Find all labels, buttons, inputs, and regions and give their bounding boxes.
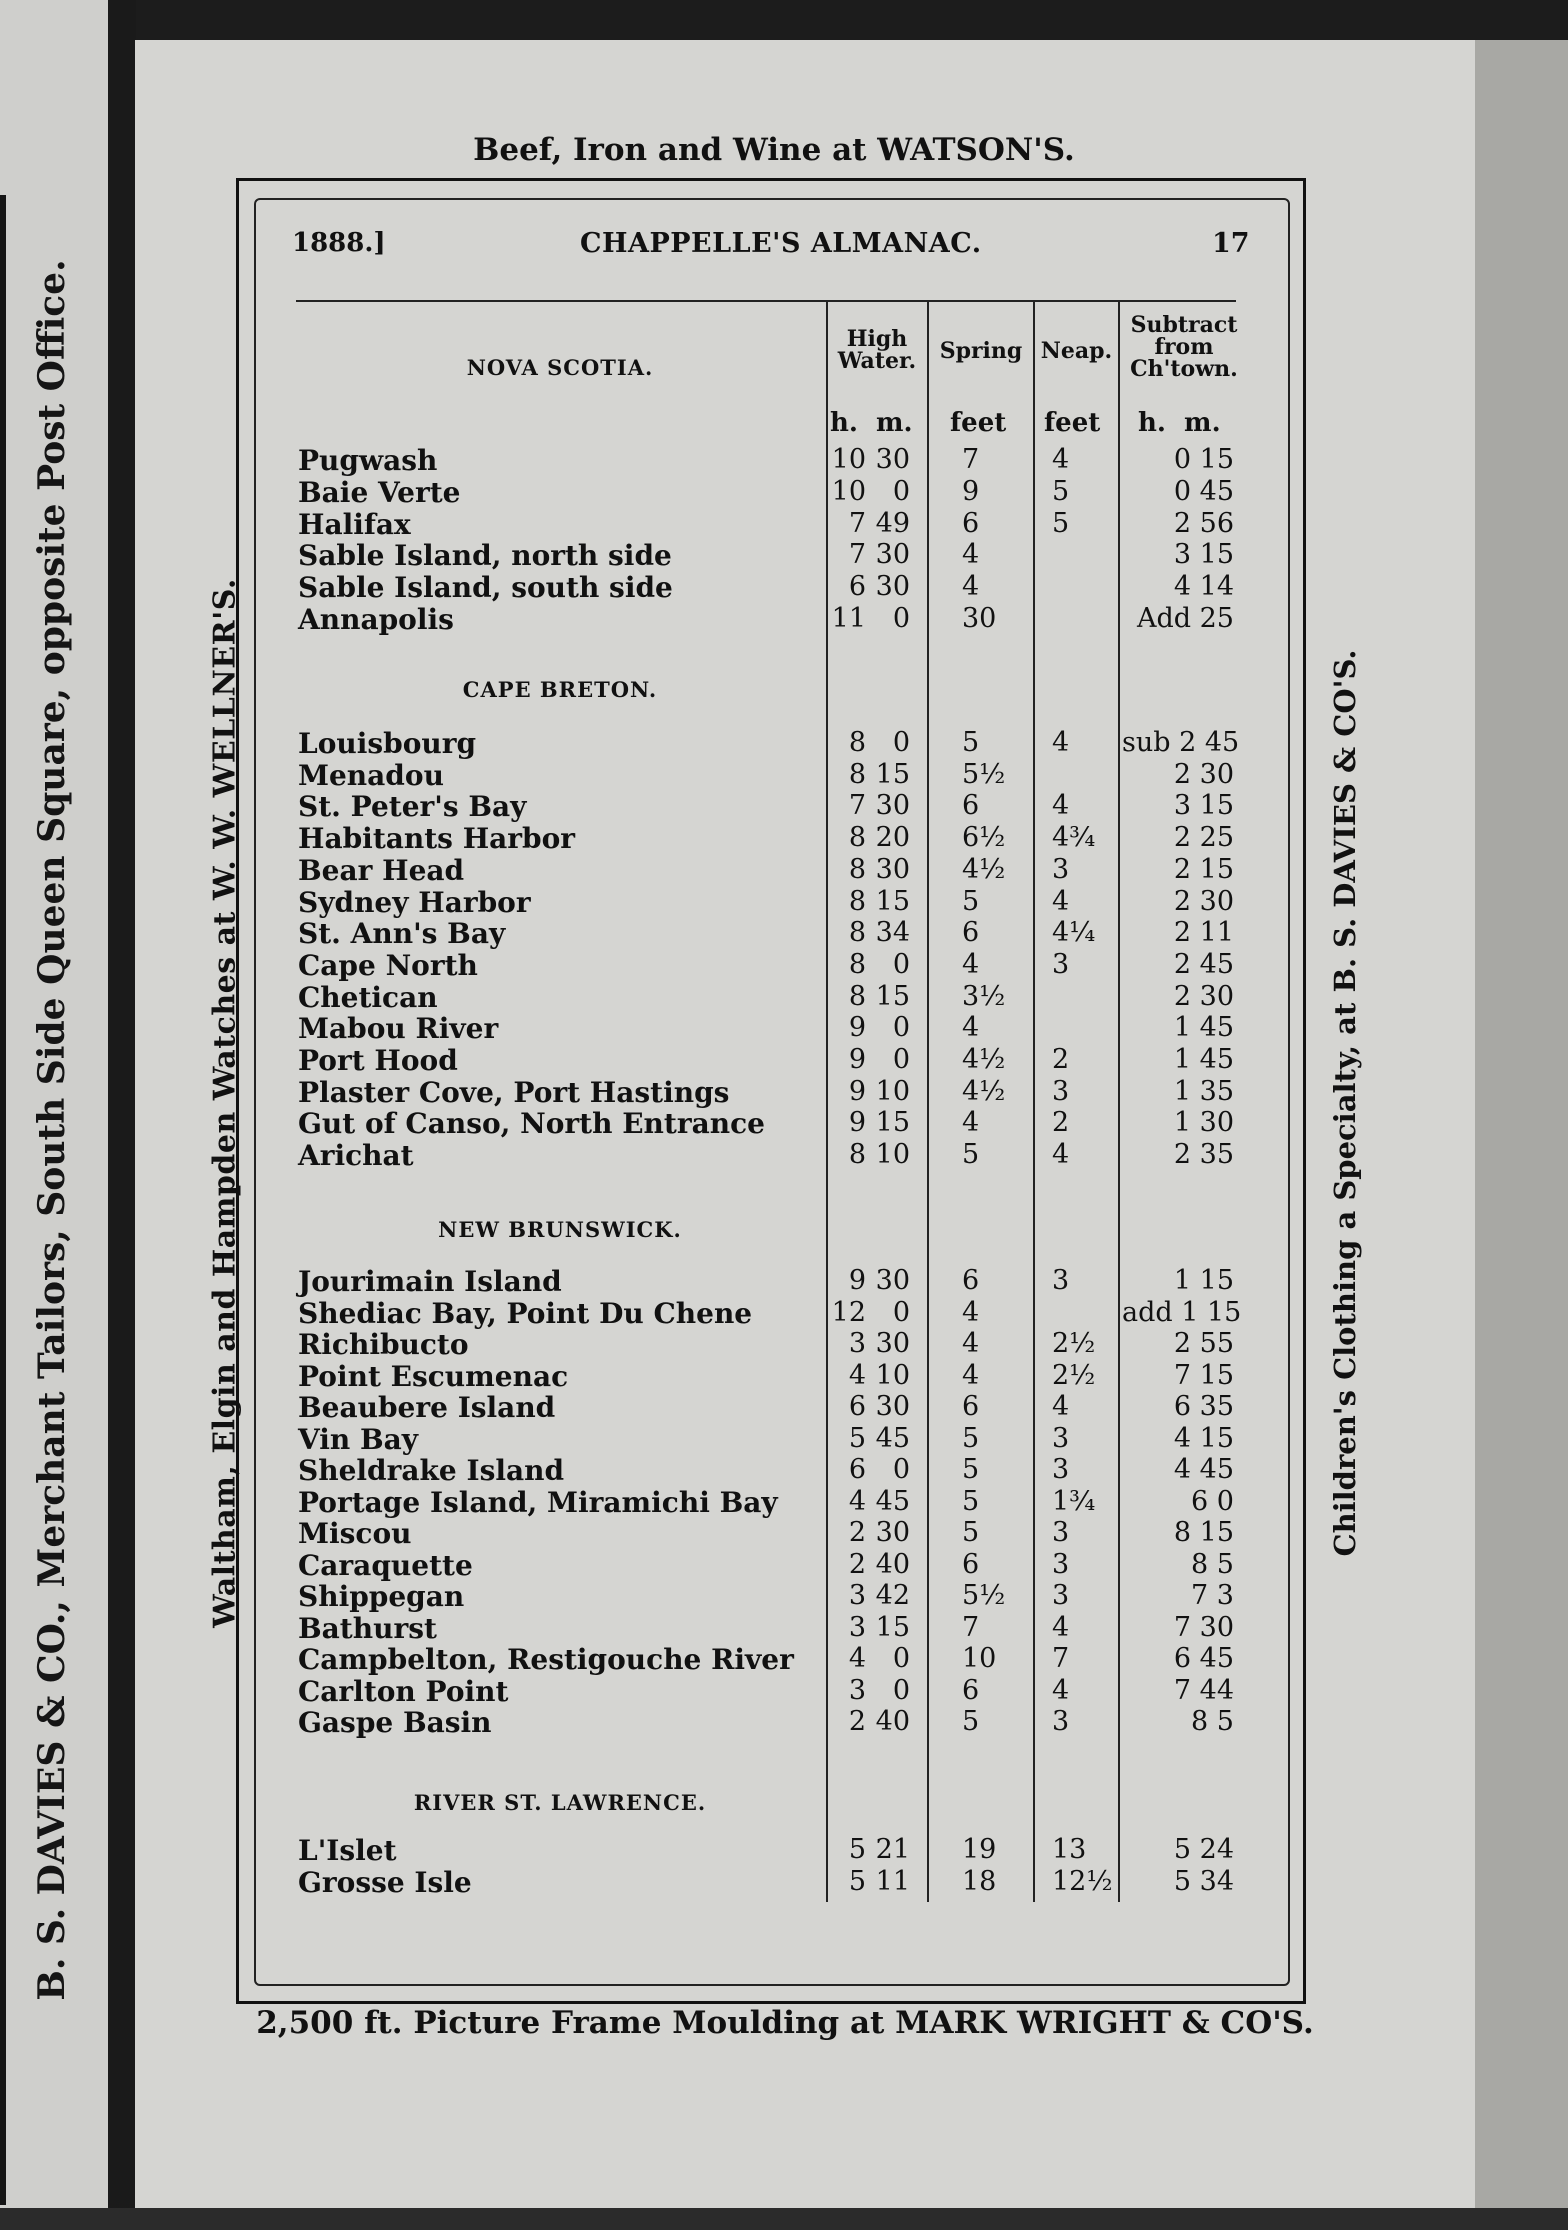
spring-tide-feet: 4	[962, 571, 980, 603]
time-difference: 2 15	[1173, 853, 1234, 885]
table-row	[0, 1297, 1568, 1328]
high-water-hours: 9	[848, 1012, 866, 1044]
high-water-hours: 6	[848, 571, 866, 603]
time-difference: 7 30	[1173, 1611, 1234, 1643]
section-heading: NOVA SCOTIA.	[466, 355, 654, 380]
spring-tide-feet: 4½	[962, 1075, 1006, 1107]
time-difference: 5 34	[1173, 1865, 1234, 1897]
high-water-hours: 8	[848, 853, 866, 885]
high-water-hours: 10	[831, 444, 866, 475]
high-water-hours: 12	[831, 1296, 866, 1328]
spring-tide-feet: 5	[962, 1139, 980, 1171]
high-water-minutes: 20	[875, 822, 910, 854]
time-difference: 2 45	[1173, 948, 1234, 980]
high-water-minutes: 30	[875, 853, 910, 885]
high-water-hours: 9	[848, 1107, 866, 1139]
spring-tide-feet: 4	[962, 1107, 980, 1139]
time-difference: 6 35	[1173, 1391, 1234, 1422]
time-difference: 8 5	[1191, 1706, 1234, 1737]
spring-tide-feet: 6	[962, 917, 980, 949]
spring-tide-feet: 7	[962, 1611, 980, 1643]
neap-tide-feet: 3	[1052, 1706, 1070, 1737]
place-name: Campbelton, Restigouche River	[298, 1643, 794, 1676]
place-name: Caraquette	[298, 1548, 473, 1582]
section-heading: CAPE BRETON.	[462, 677, 658, 702]
column-header-neap: Neap.	[1040, 338, 1113, 364]
high-water-minutes: 15	[875, 885, 910, 917]
high-water-minutes: 15	[875, 1611, 910, 1643]
place-name: Bear Head	[298, 853, 465, 887]
high-water-hours: 8	[848, 948, 866, 980]
high-water-hours: 4	[848, 1359, 866, 1391]
neap-tide-feet: 4	[1052, 1674, 1070, 1706]
high-water-hours: 11	[831, 603, 866, 634]
high-water-hours: 7	[848, 790, 866, 822]
high-water-hours: 7	[848, 507, 866, 539]
spring-tide-feet: 3½	[962, 980, 1006, 1012]
neap-tide-feet: 2½	[1052, 1328, 1096, 1359]
spring-tide-feet: 4½	[962, 853, 1006, 885]
place-name: Gut of Canso, North Entrance	[298, 1107, 765, 1141]
time-difference: 0 15	[1173, 444, 1234, 475]
spring-tide-feet: 4	[962, 539, 980, 571]
neap-tide-feet: 4	[1052, 1611, 1070, 1643]
high-water-hours: 6	[848, 1391, 866, 1422]
table-row	[0, 539, 1568, 573]
high-water-minutes: 0	[892, 603, 910, 634]
table-row	[0, 1044, 1568, 1075]
place-name: Shippegan	[298, 1580, 465, 1613]
spring-tide-feet: 4½	[962, 1044, 1006, 1075]
high-water-hours: 4	[848, 1643, 866, 1674]
spring-tide-feet: 6	[962, 1674, 980, 1706]
spring-tide-feet: 6	[962, 1391, 980, 1422]
time-difference: 1 45	[1173, 1012, 1234, 1044]
table-row	[0, 1612, 1568, 1643]
neap-tide-feet: 2½	[1052, 1359, 1096, 1391]
high-water-minutes: 0	[892, 475, 910, 507]
high-water-minutes: 15	[875, 980, 910, 1012]
column-header-high-water: High Water.	[837, 326, 917, 374]
place-name: Halifax	[298, 507, 411, 541]
place-name: Vin Bay	[298, 1422, 419, 1456]
time-difference: 7 44	[1173, 1674, 1234, 1706]
high-water-minutes: 0	[892, 1044, 910, 1075]
almanac-title: CHAPPELLE'S ALMANAC.	[580, 228, 982, 259]
table-row	[0, 1643, 1568, 1674]
time-difference: 2 35	[1173, 1139, 1234, 1171]
spring-tide-feet: 6	[962, 1548, 980, 1580]
time-difference: 3 15	[1173, 539, 1234, 571]
high-water-hours: 9	[848, 1075, 866, 1107]
place-name: Louisbourg	[298, 727, 477, 760]
place-name: Sable Island, south side	[298, 571, 673, 605]
spring-tide-feet: 18	[962, 1865, 997, 1897]
table-row	[0, 1360, 1568, 1391]
time-difference: 7 15	[1173, 1359, 1234, 1391]
table-row	[0, 1328, 1568, 1359]
unit-subtract: h. m.	[1138, 408, 1221, 438]
high-water-minutes: 11	[875, 1865, 910, 1897]
place-name: Gaspe Basin	[298, 1706, 492, 1739]
spring-tide-feet: 5	[962, 1422, 980, 1454]
table-row	[0, 727, 1568, 758]
table-row	[0, 886, 1568, 917]
high-water-minutes: 40	[875, 1706, 910, 1737]
table-row	[0, 822, 1568, 856]
high-water-hours: 5	[848, 1422, 866, 1454]
high-water-hours: 8	[848, 822, 866, 854]
neap-tide-feet: 4	[1052, 1391, 1070, 1422]
place-name: Annapolis	[298, 603, 454, 636]
high-water-hours: 5	[848, 1865, 866, 1897]
spring-tide-feet: 5	[962, 1454, 980, 1485]
table-row	[0, 1580, 1568, 1611]
spring-tide-feet: 5½	[962, 1580, 1006, 1611]
high-water-hours: 10	[831, 475, 866, 507]
place-name: Sable Island, north side	[298, 539, 672, 573]
high-water-minutes: 45	[875, 1422, 910, 1454]
place-name: L'Islet	[298, 1834, 397, 1867]
high-water-minutes: 30	[875, 444, 910, 475]
table-row	[0, 1517, 1568, 1548]
neap-tide-feet: 2	[1052, 1107, 1070, 1139]
scan-top-edge	[0, 0, 1568, 40]
high-water-hours: 2	[848, 1706, 866, 1737]
high-water-hours: 3	[848, 1611, 866, 1643]
neap-tide-feet: 4	[1052, 444, 1070, 475]
high-water-hours: 2	[848, 1548, 866, 1580]
neap-tide-feet: 3	[1052, 948, 1070, 980]
high-water-minutes: 30	[875, 1517, 910, 1548]
place-name: St. Ann's Bay	[298, 917, 506, 951]
place-name: Carlton Point	[298, 1674, 509, 1708]
unit-neap-feet: feet	[1044, 408, 1101, 438]
high-water-hours: 8	[848, 758, 866, 790]
high-water-hours: 4	[848, 1485, 866, 1517]
place-name: Port Hood	[298, 1044, 458, 1077]
place-name: Miscou	[298, 1517, 412, 1550]
table-row	[0, 1012, 1568, 1046]
table-row	[0, 1486, 1568, 1517]
facing-page-ad: B. S. DAVIES & CO., Merchant Tailors, South Side Queen Square, opposite Post Office.	[31, 259, 73, 2001]
bottom-advertisement: 2,500 ft. Picture Frame Moulding at MARK WRIGHT & CO'S.	[256, 2005, 1314, 2041]
high-water-minutes: 0	[892, 1643, 910, 1674]
high-water-minutes: 30	[875, 1265, 910, 1296]
spring-tide-feet: 5	[962, 1706, 980, 1737]
high-water-hours: 2	[848, 1517, 866, 1548]
time-difference: 3 15	[1173, 790, 1234, 822]
table-row	[0, 1866, 1568, 1897]
high-water-minutes: 30	[875, 539, 910, 571]
table-row	[0, 1265, 1568, 1296]
table-row	[0, 1076, 1568, 1107]
high-water-minutes: 30	[875, 571, 910, 603]
column-header-spring: Spring	[939, 338, 1023, 364]
high-water-hours: 5	[848, 1834, 866, 1865]
table-row	[0, 1423, 1568, 1454]
place-name: Mabou River	[298, 1012, 499, 1046]
high-water-minutes: 30	[875, 1391, 910, 1422]
time-difference: 6 45	[1173, 1643, 1234, 1674]
table-row	[0, 790, 1568, 824]
time-difference: 2 25	[1173, 822, 1234, 854]
table-row	[0, 1454, 1568, 1485]
time-difference: 2 11	[1173, 917, 1234, 949]
spring-tide-feet: 4	[962, 1296, 980, 1328]
place-name: Baie Verte	[298, 475, 461, 509]
spring-tide-feet: 4	[962, 1359, 980, 1391]
time-difference: 2 30	[1173, 758, 1234, 790]
unit-spring-feet: feet	[950, 408, 1007, 438]
table-row	[0, 603, 1568, 634]
year-label: 1888.]	[292, 228, 386, 258]
high-water-minutes: 0	[892, 1674, 910, 1706]
column-header-subtract: Subtract from Ch'town.	[1130, 312, 1238, 382]
high-water-minutes: 0	[892, 1296, 910, 1328]
time-difference: 1 45	[1173, 1044, 1234, 1075]
high-water-minutes: 49	[875, 507, 910, 539]
table-row	[0, 1706, 1568, 1737]
table-row	[0, 1549, 1568, 1580]
time-difference: 1 15	[1173, 1265, 1234, 1296]
high-water-minutes: 10	[875, 1075, 910, 1107]
left-side-advertisement: Waltham, Elgin and Hampden Watches at W. W. WELLNER'S.	[207, 578, 243, 1628]
time-difference: 1 35	[1173, 1075, 1234, 1107]
section-heading: RIVER ST. LAWRENCE.	[413, 1790, 707, 1815]
neap-tide-feet: 4	[1052, 1139, 1070, 1171]
high-water-hours: 9	[848, 1044, 866, 1075]
neap-tide-feet: 5	[1052, 475, 1070, 507]
table-row	[0, 1834, 1568, 1865]
high-water-hours: 8	[848, 727, 866, 758]
spring-tide-feet: 5½	[962, 758, 1006, 790]
spring-tide-feet: 5	[962, 885, 980, 917]
high-water-hours: 8	[848, 980, 866, 1012]
high-water-minutes: 0	[892, 727, 910, 758]
spring-tide-feet: 7	[962, 444, 980, 475]
neap-tide-feet: 3	[1052, 1548, 1070, 1580]
table-row	[0, 759, 1568, 790]
time-difference: 2 56	[1173, 507, 1234, 539]
neap-tide-feet: 4¼	[1052, 917, 1096, 949]
place-name: Habitants Harbor	[298, 822, 576, 856]
table-row	[0, 1139, 1568, 1173]
time-difference: 2 55	[1173, 1328, 1234, 1359]
table-row	[0, 1391, 1568, 1422]
neap-tide-feet: 1¾	[1052, 1485, 1096, 1517]
place-name: Jourimain Island	[298, 1265, 562, 1298]
high-water-hours: 3	[848, 1328, 866, 1359]
time-difference: 8 5	[1191, 1548, 1234, 1580]
spring-tide-feet: 9	[962, 475, 980, 507]
unit-minutes: m.	[876, 408, 913, 438]
place-name: Pugwash	[298, 444, 438, 477]
neap-tide-feet: 7	[1052, 1643, 1070, 1674]
place-name: Sydney Harbor	[298, 885, 531, 919]
time-difference: 2 30	[1173, 885, 1234, 917]
time-difference: 5 24	[1173, 1834, 1234, 1865]
place-name: Arichat	[298, 1139, 414, 1173]
high-water-minutes: 30	[875, 790, 910, 822]
high-water-minutes: 42	[875, 1580, 910, 1611]
time-difference: 2 30	[1173, 980, 1234, 1012]
spring-tide-feet: 6	[962, 1265, 980, 1296]
neap-tide-feet: 4¾	[1052, 822, 1096, 854]
time-difference: sub 2 45	[1122, 727, 1240, 758]
place-name: St. Peter's Bay	[298, 790, 527, 824]
section-heading: NEW BRUNSWICK.	[438, 1217, 682, 1242]
neap-tide-feet: 2	[1052, 1044, 1070, 1075]
time-difference: 8 15	[1173, 1517, 1234, 1548]
neap-tide-feet: 3	[1052, 1075, 1070, 1107]
high-water-minutes: 0	[892, 1454, 910, 1485]
high-water-hours: 8	[848, 885, 866, 917]
neap-tide-feet: 3	[1052, 1265, 1070, 1296]
high-water-hours: 3	[848, 1674, 866, 1706]
time-difference: 4 15	[1173, 1422, 1234, 1454]
spring-tide-feet: 4	[962, 1012, 980, 1044]
spring-tide-feet: 10	[962, 1643, 997, 1674]
spring-tide-feet: 6	[962, 790, 980, 822]
table-row	[0, 1107, 1568, 1141]
place-name: Richibucto	[298, 1328, 469, 1361]
spring-tide-feet: 5	[962, 1517, 980, 1548]
time-difference: 0 45	[1173, 475, 1234, 507]
table-row	[0, 476, 1568, 507]
spring-tide-feet: 6	[962, 507, 980, 539]
neap-tide-feet: 4	[1052, 790, 1070, 822]
spring-tide-feet: 30	[962, 603, 997, 634]
neap-tide-feet: 3	[1052, 853, 1070, 885]
place-name: Sheldrake Island	[298, 1454, 565, 1487]
time-difference: Add 25	[1136, 603, 1234, 634]
place-name: Plaster Cove, Port Hastings	[298, 1075, 730, 1109]
time-difference: 1 30	[1173, 1107, 1234, 1139]
spring-tide-feet: 4	[962, 948, 980, 980]
high-water-minutes: 21	[875, 1834, 910, 1865]
high-water-minutes: 30	[875, 1328, 910, 1359]
right-side-advertisement: Children's Clothing a Specialty, at B. S. DAVIES & CO'S.	[1328, 649, 1362, 1557]
neap-tide-feet: 4	[1052, 885, 1070, 917]
place-name: Point Escumenac	[298, 1359, 569, 1393]
spring-tide-feet: 5	[962, 727, 980, 758]
neap-tide-feet: 5	[1052, 507, 1070, 539]
high-water-hours: 8	[848, 917, 866, 949]
time-difference: 6 0	[1191, 1485, 1234, 1517]
spring-tide-feet: 19	[962, 1834, 997, 1865]
spring-tide-feet: 4	[962, 1328, 980, 1359]
neap-tide-feet: 3	[1052, 1517, 1070, 1548]
table-row	[0, 571, 1568, 605]
high-water-hours: 9	[848, 1265, 866, 1296]
spring-tide-feet: 6½	[962, 822, 1006, 854]
place-name: Bathurst	[298, 1611, 437, 1645]
high-water-hours: 7	[848, 539, 866, 571]
table-row	[0, 444, 1568, 475]
spring-tide-feet: 5	[962, 1485, 980, 1517]
high-water-minutes: 0	[892, 1012, 910, 1044]
place-name: Portage Island, Miramichi Bay	[298, 1485, 778, 1519]
high-water-minutes: 40	[875, 1548, 910, 1580]
table-row	[0, 981, 1568, 1012]
place-name: Beaubere Island	[298, 1391, 556, 1424]
neap-tide-feet: 13	[1052, 1834, 1087, 1865]
high-water-minutes: 45	[875, 1485, 910, 1517]
place-name: Cape North	[298, 948, 478, 982]
place-name: Grosse Isle	[298, 1865, 472, 1899]
unit-hours: h.	[830, 408, 858, 438]
high-water-minutes: 10	[875, 1359, 910, 1391]
time-difference: 4 45	[1173, 1454, 1234, 1485]
page-number: 17	[1212, 228, 1250, 259]
table-row	[0, 508, 1568, 539]
neap-tide-feet: 12½	[1052, 1865, 1113, 1897]
top-advertisement: Beef, Iron and Wine at WATSON'S.	[473, 132, 1075, 168]
high-water-hours: 8	[848, 1139, 866, 1171]
place-name: Chetican	[298, 980, 438, 1014]
table-row	[0, 854, 1568, 885]
high-water-minutes: 0	[892, 948, 910, 980]
table-row	[0, 1675, 1568, 1706]
high-water-hours: 3	[848, 1580, 866, 1611]
neap-tide-feet: 3	[1052, 1580, 1070, 1611]
table-row	[0, 949, 1568, 980]
place-name: Shediac Bay, Point Du Chene	[298, 1296, 753, 1330]
neap-tide-feet: 4	[1052, 727, 1070, 758]
neap-tide-feet: 3	[1052, 1422, 1070, 1454]
high-water-minutes: 34	[875, 917, 910, 949]
high-water-hours: 6	[848, 1454, 866, 1485]
table-row	[0, 917, 1568, 951]
header-rule	[296, 300, 1236, 302]
high-water-minutes: 15	[875, 1107, 910, 1139]
place-name: Menadou	[298, 758, 444, 792]
high-water-minutes: 15	[875, 758, 910, 790]
time-difference: 7 3	[1191, 1580, 1234, 1611]
time-difference: add 1 15	[1122, 1296, 1242, 1328]
time-difference: 4 14	[1173, 571, 1234, 603]
high-water-minutes: 10	[875, 1139, 910, 1171]
neap-tide-feet: 3	[1052, 1454, 1070, 1485]
